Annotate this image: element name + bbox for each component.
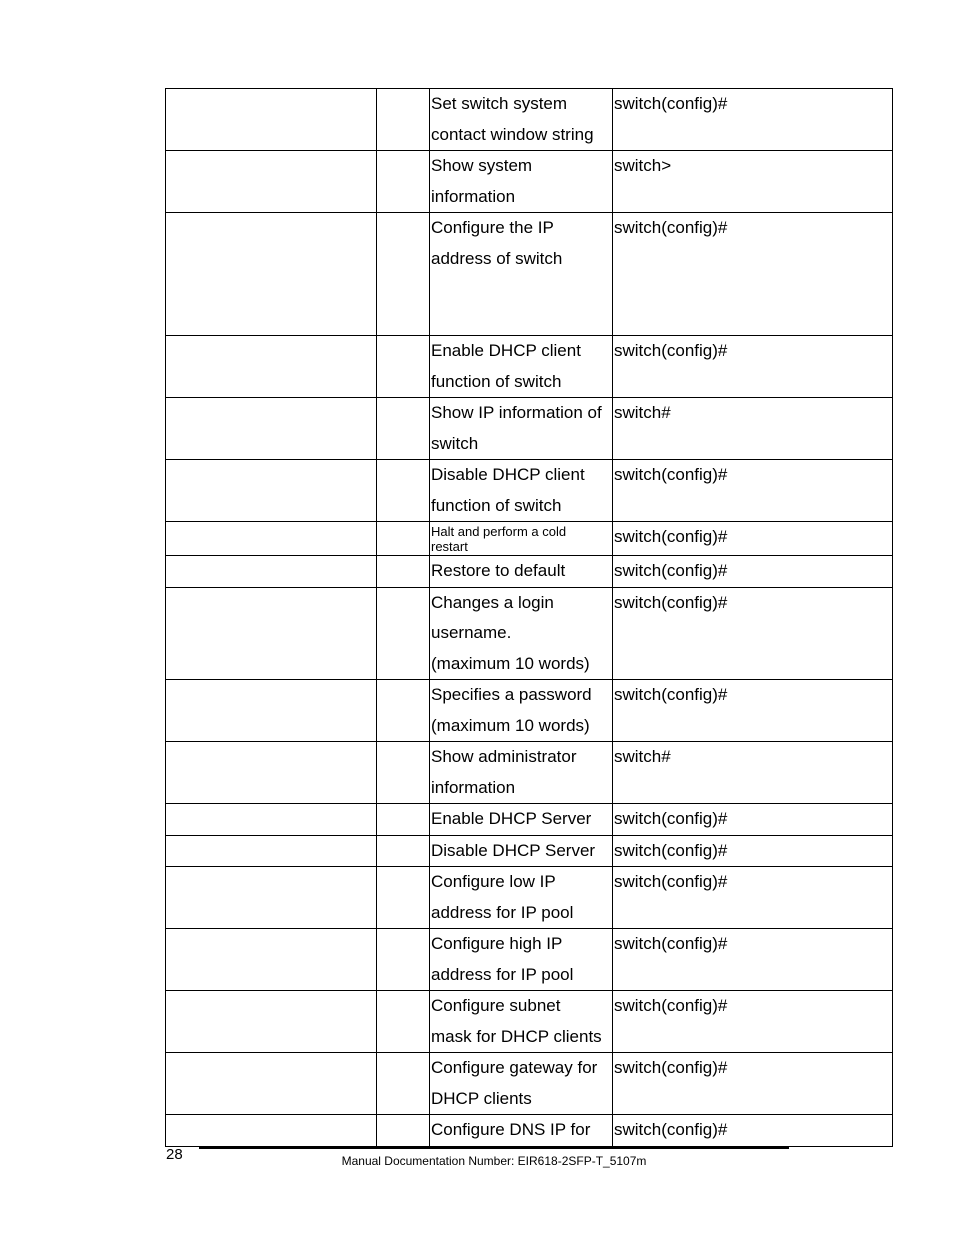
description-cell: Enable DHCP Server: [430, 804, 613, 836]
command-cell: [166, 556, 377, 588]
parameter-cell: [377, 398, 430, 460]
mode-cell: switch(config)#: [613, 587, 893, 680]
mode-cell: switch(config)#: [613, 991, 893, 1053]
parameter-cell: [377, 336, 430, 398]
description-cell: Show IP information of switch: [430, 398, 613, 460]
parameter-cell: [377, 867, 430, 929]
parameter-cell: [377, 213, 430, 336]
description-cell: Disable DHCP client function of switch: [430, 460, 613, 522]
description-cell: Changes a login username. (maximum 10 words): [430, 587, 613, 680]
command-table: [165, 88, 893, 1147]
command-cell: [166, 522, 377, 556]
command-cell: [166, 804, 377, 836]
table-row: [166, 213, 893, 336]
description-cell: Set switch system contact window string: [430, 89, 613, 151]
parameter-cell: [377, 1053, 430, 1115]
table-row: [166, 522, 893, 556]
table-row: [166, 991, 893, 1053]
description-cell: Configure the IP address of switch: [430, 213, 613, 336]
mode-cell: switch(config)#: [613, 929, 893, 991]
parameter-cell: [377, 460, 430, 522]
mode-cell: switch(config)#: [613, 1053, 893, 1115]
table-row: [166, 804, 893, 836]
footer-rule: [199, 1146, 789, 1149]
table-row: [166, 867, 893, 929]
parameter-cell: [377, 804, 430, 836]
command-cell: [166, 336, 377, 398]
table-row: [166, 929, 893, 991]
mode-cell: switch(config)#: [613, 1115, 893, 1147]
mode-cell: switch(config)#: [613, 89, 893, 151]
command-cell: [166, 151, 377, 213]
mode-cell: switch(config)#: [613, 522, 893, 556]
parameter-cell: [377, 929, 430, 991]
description-cell: Configure gateway for DHCP clients: [430, 1053, 613, 1115]
mode-cell: switch#: [613, 398, 893, 460]
parameter-cell: [377, 742, 430, 804]
mode-cell: switch(config)#: [613, 336, 893, 398]
parameter-cell: [377, 1115, 430, 1147]
table-row: [166, 680, 893, 742]
table-row: [166, 556, 893, 588]
table-row: [166, 89, 893, 151]
mode-cell: switch(config)#: [613, 835, 893, 867]
description-cell: Configure DNS IP for: [430, 1115, 613, 1147]
mode-cell: switch(config)#: [613, 556, 893, 588]
description-cell: Show administrator information: [430, 742, 613, 804]
description-cell: Disable DHCP Server: [430, 835, 613, 867]
table-row: [166, 398, 893, 460]
mode-cell: switch(config)#: [613, 460, 893, 522]
description-cell: Restore to default: [430, 556, 613, 588]
command-cell: [166, 835, 377, 867]
table-row: [166, 460, 893, 522]
command-cell: [166, 929, 377, 991]
parameter-cell: [377, 587, 430, 680]
description-cell: Specifies a password (maximum 10 words): [430, 680, 613, 742]
command-cell: [166, 867, 377, 929]
table-row: [166, 742, 893, 804]
mode-cell: switch(config)#: [613, 213, 893, 336]
command-cell: [166, 742, 377, 804]
description-cell: Halt and perform a cold restart: [430, 522, 613, 556]
table-row: [166, 151, 893, 213]
command-cell: [166, 991, 377, 1053]
parameter-cell: [377, 151, 430, 213]
command-table-body: [166, 89, 893, 1147]
parameter-cell: [377, 835, 430, 867]
parameter-cell: [377, 522, 430, 556]
description-cell: Show system information: [430, 151, 613, 213]
mode-cell: switch#: [613, 742, 893, 804]
command-cell: [166, 1053, 377, 1115]
parameter-cell: [377, 991, 430, 1053]
description-cell: Configure low IP address for IP pool: [430, 867, 613, 929]
mode-cell: switch(config)#: [613, 867, 893, 929]
page-number: 28: [166, 1146, 183, 1163]
command-cell: [166, 587, 377, 680]
description-cell: Configure subnet mask for DHCP clients: [430, 991, 613, 1053]
parameter-cell: [377, 89, 430, 151]
table-row: [166, 587, 893, 680]
table-row: [166, 1115, 893, 1147]
parameter-cell: [377, 680, 430, 742]
description-cell: Configure high IP address for IP pool: [430, 929, 613, 991]
command-cell: [166, 680, 377, 742]
command-cell: [166, 1115, 377, 1147]
command-cell: [166, 89, 377, 151]
command-cell: [166, 213, 377, 336]
mode-cell: switch>: [613, 151, 893, 213]
table-row: [166, 835, 893, 867]
table-row: [166, 1053, 893, 1115]
description-cell: Enable DHCP client function of switch: [430, 336, 613, 398]
table-row: [166, 336, 893, 398]
command-cell: [166, 398, 377, 460]
doc-number: Manual Documentation Number: EIR618-2SFP-T_5107m: [341, 1154, 647, 1168]
command-cell: [166, 460, 377, 522]
mode-cell: switch(config)#: [613, 804, 893, 836]
mode-cell: switch(config)#: [613, 680, 893, 742]
parameter-cell: [377, 556, 430, 588]
